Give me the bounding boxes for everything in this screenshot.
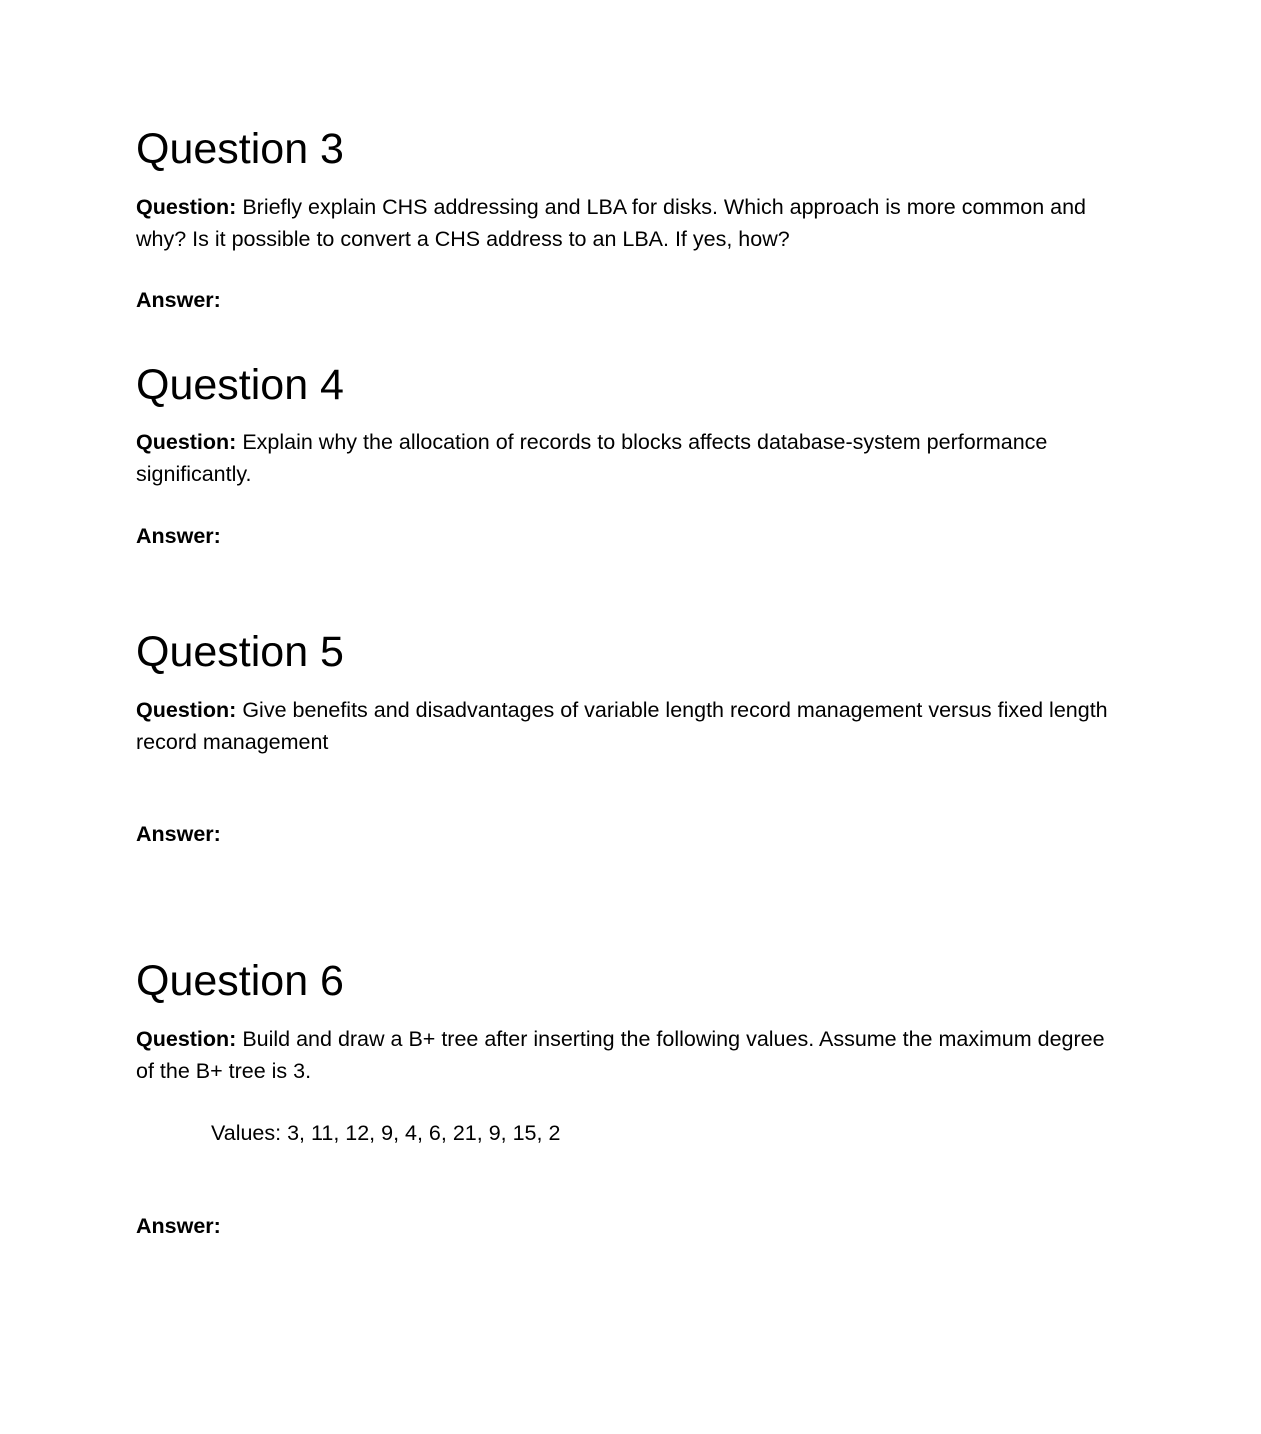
question-4-answer-label: Answer: [136, 524, 221, 548]
question-3-heading: Question 3 [136, 125, 344, 173]
question-4-label: Question: [136, 430, 237, 454]
question-6-label: Question: [136, 1027, 237, 1051]
question-4-heading: Question 4 [136, 361, 344, 409]
question-6-text: Build and draw a B+ tree after inserting the following values. Assume the maximum degree of the B+ tree is 3. [136, 1027, 1105, 1083]
question-3-label: Question: [136, 195, 237, 219]
question-5-label: Question: [136, 698, 237, 722]
question-5-heading: Question 5 [136, 628, 344, 676]
question-3-answer-label: Answer: [136, 288, 221, 312]
question-3-body [136, 192, 1126, 255]
question-6-values: Values: 3, 11, 12, 9, 4, 6, 21, 9, 15, 2 [211, 1121, 561, 1145]
question-6-body [136, 1024, 1126, 1087]
question-6-heading: Question 6 [136, 957, 344, 1005]
question-6-answer-label: Answer: [136, 1214, 221, 1238]
question-4-text: Explain why the allocation of records to blocks affects database-system performance significantly. [136, 430, 1048, 486]
question-5-answer-label: Answer: [136, 822, 221, 846]
question-5-text: Give benefits and disadvantages of variable length record management versus fixed length record management [136, 698, 1108, 754]
question-4-body [136, 427, 1126, 490]
question-5-body [136, 695, 1126, 758]
question-3-text: Briefly explain CHS addressing and LBA for disks. Which approach is more common and why? Is it possible to convert a CHS address to an LBA. If yes, how? [136, 195, 1086, 251]
